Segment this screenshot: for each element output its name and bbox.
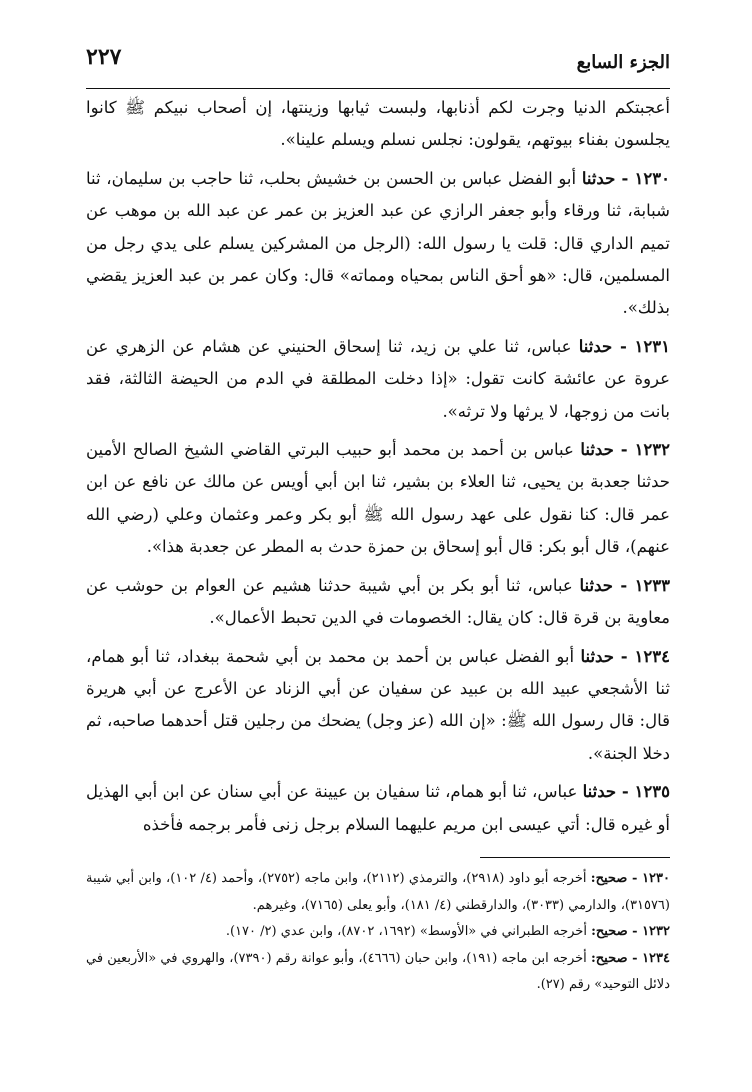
page-header (86, 42, 670, 89)
footnote-text: أخرجه أبو داود (٢٩١٨)، والترمذي (٢١١٢)، وابن ماجه (٢٧٥٢)، وأحمد (٤/ ١٠٢)، وابن أبي شيبة (٣١٥٧٦)، والدارمي (٣٠٣٣)، والدارقطني (٤/ ١٨١)، وأبو يعلى (٧١٦٥)، وغيرهم. (86, 871, 670, 913)
footnote-text: أخرجه ابن ماجه (١٩١)، وابن حبان (٤٦٦٦)، وأبو عوانة رقم (٧٣٩٠)، والهروي في «الأربعين في دلائل التوحيد» رقم (٢٧). (86, 950, 670, 992)
footnotes (86, 866, 670, 999)
hadith-number: ١٢٣٠ - (615, 168, 670, 188)
chain-keyword: حدثنا (578, 336, 613, 356)
running-title: الجزء السابع (576, 52, 670, 73)
paragraph (86, 776, 670, 841)
hadith-number: ١٢٣٥ - (616, 782, 670, 802)
chain-keyword: حدثنا (581, 168, 616, 188)
paragraph-text: أعجبتكم الدنيا وجرت لكم أذنابها، ولبست ثيابها وزينتها، إن أصحاب نبيكم ﷺ كانوا يجلسون بفناء بيوتهم، يقولون: نجلس نسلم ويسلم علينا». (86, 98, 670, 150)
paragraph (86, 641, 670, 771)
hadith-number: ١٢٣١ - (612, 336, 670, 356)
paragraph (86, 163, 670, 325)
footnote-text: أخرجه الطبراني في «الأوسط» (١٦٩٢، ٨٧٠٢)، وابن عدي (٢/ ١٧٠). (225, 924, 592, 939)
footnote-head: ١٢٣٢ - صحيح: (591, 924, 670, 939)
chain-keyword: حدثنا (579, 575, 613, 595)
footnote-divider (480, 857, 670, 858)
paragraph (86, 570, 670, 635)
hadith-number: ١٢٣٢ - (613, 440, 671, 460)
paragraph (86, 331, 670, 428)
footnote (86, 919, 670, 946)
hadith-number: ١٢٣٣ - (613, 575, 671, 595)
chain-keyword: حدثنا (580, 646, 614, 666)
hadith-number: ١٢٣٤ - (613, 646, 670, 666)
footnote-head: ١٢٣٤ - صحيح: (590, 950, 670, 966)
paragraph-text: عباس بن أحمد بن محمد أبو حبيب البرتي القاضي الشيخ الصالح الأمين حدثنا جعدبة بن يحيى، ثنا العلاء بن بشير، ثنا ابن أبي أويس عن مالك عن نافع عن ابن عمر قال: كنا نقول على عهد رسول الله ﷺ أبو بكر وعمر وعثمان وعلي (رضي الله عنهم)، قال أبو بكر: قال أبو إسحاق بن حمزة حدث به المطر عن جعدبة هذا». (86, 440, 670, 557)
chain-keyword: حدثنا (580, 440, 614, 460)
footnote-head: ١٢٣٠ - صحيح: (590, 871, 671, 886)
paragraph-text: عباس، ثنا علي بن زيد، ثنا إسحاق الحنيني عن هشام عن الزهري عن عروة عن عائشة كانت تقول: «إذا دخلت المطلقة في الدم من الحيضة الثالثة، فقد بانت من زوجها، لا يرثها ولا ترثه». (86, 336, 670, 421)
chain-keyword: حدثنا (582, 782, 617, 802)
paragraph-text: أبو الفضل عباس بن الحسن بن خشيش بحلب، ثنا حاجب بن سليمان، ثنا شبابة، ثنا ورقاء وأبو جعفر الرازي عن عبد العزيز بن عمر عن عبد الله بن موهب عن تميم الداري قال: قلت يا رسول الله: (الرجل من المشركين يسلم على يدي رجل من المسلمين، قال: «هو أحق الناس بمحياه ومماته» قال: وكان عمر بن عبد العزيز يقضي بذلك». (86, 168, 670, 318)
main-text (86, 92, 670, 847)
paragraph (86, 92, 670, 157)
paragraph-text: أبو الفضل عباس بن أحمد بن محمد بن أبي شحمة ببغداد، ثنا أبو همام، ثنا الأشجعي عبيد الله بن عبيد عن سفيان عن أبي الزناد عن الأعرج عن أبي هريرة قال: قال رسول الله ﷺ: «إن الله (عز وجل) يضحك من رجلين قتل أحدهما صاحبه، ثم دخلا الجنة». (86, 646, 670, 763)
paragraph (86, 434, 670, 564)
page-number: ٢٢٧ (86, 44, 122, 70)
footnote (86, 866, 670, 919)
footnote (86, 946, 670, 999)
paragraph-text: عباس، ثنا أبو همام، ثنا سفيان بن عيينة عن أبي سنان عن ابن أبي الهذيل أو غيره قال: أتي عيسى ابن مريم عليهما السلام برجل زنى فأمر برجمه فأخذه (86, 782, 670, 834)
paragraph-text: عباس، ثنا أبو بكر بن أبي شيبة حدثنا هشيم عن العوام بن حوشب عن معاوية بن قرة قال: كان يقال: الخصومات في الدين تحبط الأعمال». (86, 575, 670, 628)
